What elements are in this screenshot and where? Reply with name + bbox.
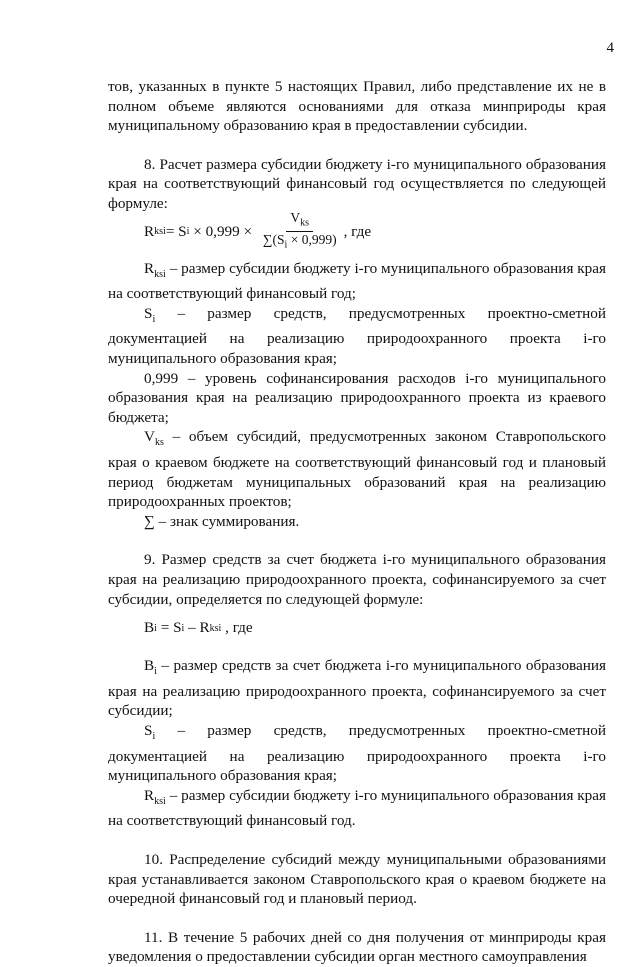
def-text: – объем субсидий, предусмотренных законом Ставропольского края о краевом бюджете на соответствующий финансовый год и плановый период бюджетам муниципальных образований края на реализацию природоохранных проектов; — [108, 428, 606, 511]
def-sub: i — [154, 666, 157, 678]
def-sub: i — [152, 313, 156, 325]
def-sub: ksi — [154, 268, 166, 280]
def-symbol: R — [144, 786, 155, 804]
paragraph-continuation: тов, указанных в пункте 5 настоящих Правил, либо представление их не в полном объеме являются основаниями для отказа минприроды края муниципальному образованию края в предоставлении субсидии. — [108, 78, 606, 135]
formula-fraction — [259, 210, 341, 252]
formula2-b-sub: i — [154, 622, 157, 634]
denominator-sub: i — [284, 239, 288, 251]
definition-bi — [108, 656, 606, 721]
def-text: – размер субсидии бюджету i-го муниципального образования края на соответствующий финансовый год; — [108, 259, 606, 303]
def-symbol: R — [144, 259, 155, 277]
formula2-minus: – R — [184, 619, 210, 637]
paragraph-8: 8. Расчет размера субсидии бюджету i-го муниципального образования края на соответствующий финансовый год осуществляется по следующей формуле: — [108, 155, 606, 212]
denominator-sum: ∑(S — [262, 232, 285, 248]
def-text: – размер средств, предусмотренных проектно-сметной документацией на реализацию природоохранного проекта i-го муниципального образования края; — [108, 304, 606, 367]
formula-eq: = S — [165, 222, 187, 240]
numerator-sub: ks — [300, 218, 310, 230]
definition-rksi-2 — [108, 786, 606, 831]
formula-lhs-sub: ksi — [154, 226, 166, 238]
def-symbol: S — [144, 721, 153, 739]
definition-rksi — [108, 259, 606, 304]
numerator-symbol: V — [290, 210, 301, 226]
formula2-eq: = S — [156, 619, 182, 637]
formula-own-funds — [144, 609, 606, 647]
formula2-tail: , где — [221, 619, 253, 637]
def-text: – размер средств, предусмотренных проектно-сметной документацией на реализацию природоохранного проекта i-го муниципального образования края; — [108, 721, 606, 785]
definition-vks — [108, 427, 606, 511]
def-symbol: S — [144, 304, 153, 322]
formula-tail: , где — [343, 222, 372, 240]
formula-subsidy — [144, 210, 606, 251]
formula-lhs-symbol: R — [144, 222, 155, 240]
formula2-b: B — [144, 619, 155, 637]
definition-si — [108, 304, 606, 369]
formula2-s-sub: i — [181, 622, 185, 634]
def-sub: ks — [154, 437, 164, 449]
def-symbol: B — [144, 657, 155, 675]
denominator-tail: × 0,999) — [287, 232, 337, 248]
formula-mid: × 0,999 × — [189, 222, 256, 240]
def-text: – размер средств за счет бюджета i-го муниципального образования края на реализацию природоохранного проекта, софинансируемого за счет субсидии; — [108, 657, 606, 720]
paragraph-10: 10. Распределение субсидий между муниципальными образованиями края устанавливается законом Ставропольского края о краевом бюджете на очередной финансовый год и плановый период. — [108, 851, 606, 908]
page-number: 4 — [606, 40, 614, 56]
fraction-denominator — [259, 232, 341, 253]
formula-s-sub: i — [186, 226, 190, 238]
paragraph-9: 9. Размер средств за счет бюджета i-го муниципального образования края на реализацию природоохранного проекта, софинансируемого за счет субсидии, определяется по следующей формуле: — [108, 551, 606, 608]
fraction-numerator — [286, 210, 313, 232]
paragraph-11: 11. В течение 5 рабочих дней со дня получения от минприроды края уведомления о предоставлении субсидии орган местного самоуправления — [108, 928, 606, 966]
document-body — [108, 77, 606, 967]
def-sub: i — [152, 731, 156, 742]
def-sub: ksi — [154, 795, 166, 807]
def-symbol: V — [144, 428, 155, 446]
definition-sum: ∑ – знак суммирования. — [144, 512, 300, 530]
definition-rate: 0,999 – уровень софинансирования расходов i-го муниципального образования края на реализацию природоохранного проекта из краевого бюджета; — [108, 369, 606, 426]
def-text: – размер субсидии бюджету i-го муниципального образования края на соответствующий финансовый год. — [108, 786, 606, 830]
definition-si-2 — [108, 721, 606, 786]
formula2-r-sub: ksi — [209, 622, 222, 634]
